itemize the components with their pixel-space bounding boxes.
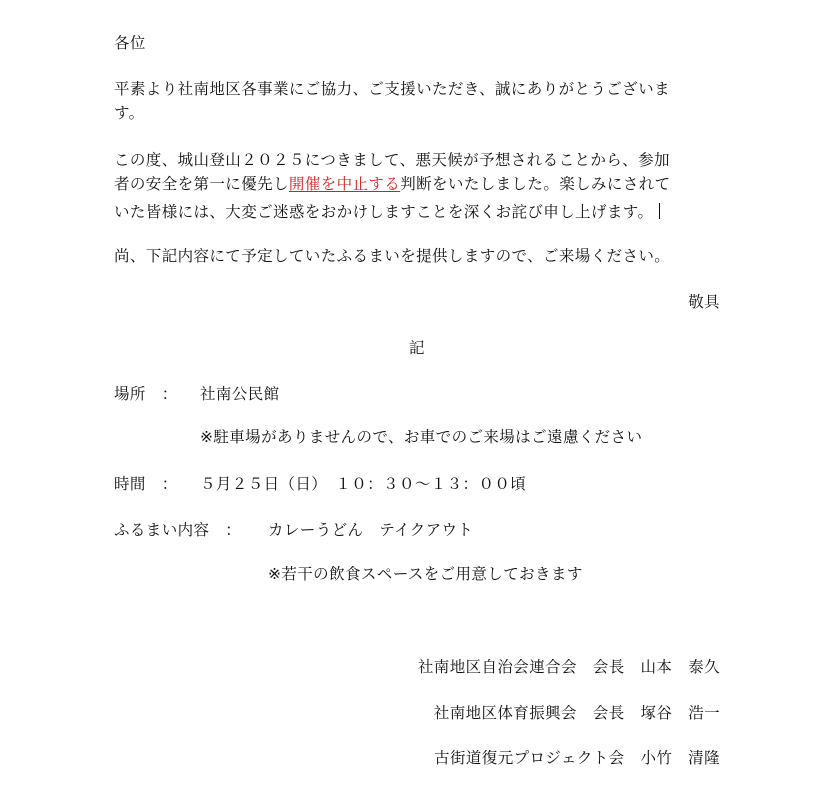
notice-line-2-end: 判断をいたしました。楽しみにされて xyxy=(400,175,671,193)
signature-line-2: 社南地区体育振興会 会長 塚谷 浩一 xyxy=(433,704,720,722)
notice-line-2-start: 者の安全を第一に優先し xyxy=(114,175,289,193)
time-value: ５月２５日（日） １０：３０～１３：００頃 xyxy=(200,475,527,493)
salutation: 各位 xyxy=(114,34,146,52)
greeting-line-1: 平素より社南地区各事業にご協力、ご支援いただき、誠にありがとうございま xyxy=(114,80,670,98)
signature-line-1: 社南地区自治会連合会 会長 山本 泰久 xyxy=(417,658,720,676)
notice-line-2 xyxy=(114,177,671,193)
notice-line-3-text: いた皆様には、大変ご迷惑をおかけしますことを深くお詫び申し上げます。 xyxy=(114,203,654,221)
menu-value: カレーうどん テイクアウト xyxy=(268,521,474,539)
place-label: 場所 ： xyxy=(114,385,178,403)
notice-line-1: この度、城山登山２０２５につきまして、悪天候が予想されることから、参加 xyxy=(114,151,670,169)
time-label: 時間 ： xyxy=(114,475,178,493)
additional-note: 尚、下記内容にて予定していたふるまいを提供しますので、ご来場ください。 xyxy=(114,247,671,265)
closing-keigu: 敬具 xyxy=(688,293,720,311)
notice-line-3 xyxy=(114,203,660,221)
menu-note: ※若干の飲食スペースをご用意しておきます xyxy=(268,565,583,583)
document-page xyxy=(114,0,724,797)
cancel-decision-link[interactable]: 開催を中止する xyxy=(288,175,401,193)
text-cursor xyxy=(659,203,660,219)
place-note: ※駐車場がありませんので、お車でのご来場はご遠慮ください xyxy=(200,428,643,446)
ki-heading: 記 xyxy=(409,339,425,357)
place-value: 社南公民館 xyxy=(200,385,280,403)
menu-label: ふるまい内容 ： xyxy=(114,521,242,539)
greeting-line-2: す。 xyxy=(114,104,145,122)
signature-line-3: 古街道復元プロジェクト会 小竹 清隆 xyxy=(434,749,720,767)
